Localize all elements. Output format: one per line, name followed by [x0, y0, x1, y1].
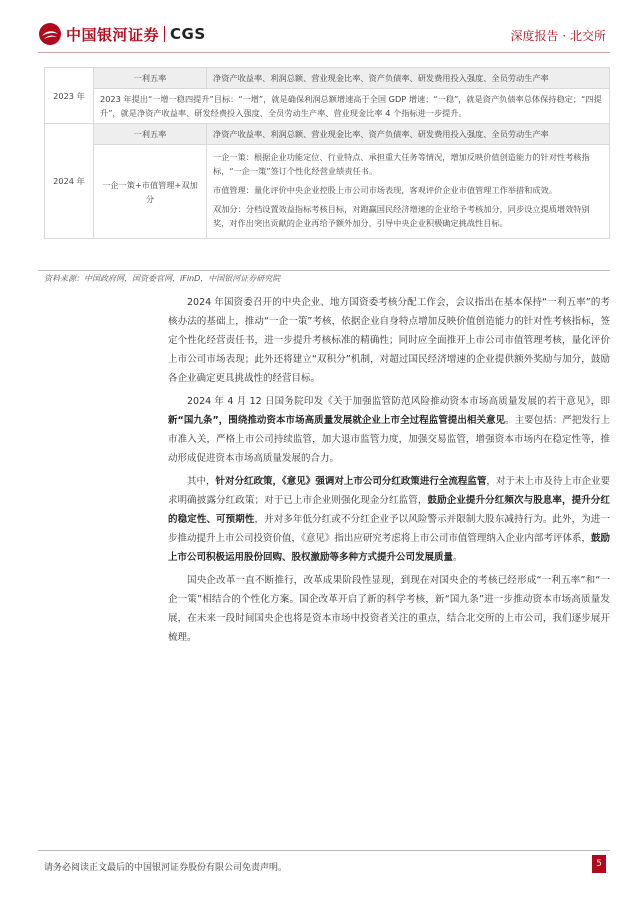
logo-divider: [164, 26, 165, 42]
year-cell: 2024 年: [45, 124, 94, 239]
report-tag: 深度报告 · 北交所: [510, 29, 606, 43]
description-cell: 净资产收益率、利润总额、营业现金比率、资产负债率、研发费用投入强度、全员劳动生产率: [207, 68, 610, 89]
list-item: 双加分：分档设置效益指标考核目标，对跑赢国民经济增速的企业给予考核加分，同步设立提质增效特别奖，对作出突出贡献的企业再给予额外加分，引导中央企业积极确定挑战性目标。: [213, 204, 590, 228]
body-text: [168, 293, 610, 651]
bold-text: 新“国九条”，围绕推动资本市场高质量发展就企业上市全过程监管提出相关意见: [168, 415, 506, 426]
table-row: [45, 68, 610, 89]
logo-text-en: CGS: [170, 25, 206, 43]
header-divider: [38, 52, 610, 53]
assessment-table: [44, 67, 610, 239]
text-run: 2024 年 4 月 12 日国务院印发《关于加强监管防范风险推动资本市场高质量发展的若干意见》，即: [187, 396, 610, 407]
text-run: 。: [453, 552, 463, 563]
description-cell: [207, 145, 610, 239]
description-cell: 净资产收益率、利润总额、营业现金比率、资产负债率、研发费用投入强度、全员劳动生产率: [207, 124, 610, 145]
list-item: 一企一策：根据企业功能定位、行业特点、承担重大任务等情况，增加反映价值创造能力的针对性考核指标，“一企一策”签订个性化经营业绩责任书。: [213, 152, 590, 176]
logo-icon: [38, 22, 62, 46]
table-row: [45, 89, 610, 124]
paragraph: [168, 392, 610, 468]
logo-text-cn: 中国银河证券: [66, 25, 160, 44]
list-item: 市值管理：量化评价中央企业控股上市公司市场表现，客观评价企业市值管理工作举措和成效。: [213, 185, 557, 195]
footer-divider: [38, 850, 610, 851]
bold-text: 针对分红政策，《意见》强调对上市公司分红政策进行全流程监管: [215, 476, 487, 487]
paragraph: 国央企改革一直不断推行，改革成果阶段性显现，到现在对国央企的考核已经形成“一利五率”和“一企一策”相结合的个性化方案。国企改革开启了新的科学考核，新“国九条”进一步推动资本市场高质量发展，在未来一段时间国央企也将是资本市场中投资者关注的重点，结合北交所的上市公司，我们逐步展开梳理。: [168, 575, 610, 643]
company-logo: [38, 22, 206, 46]
paragraph: 2024 年国资委召开的中央企业、地方国资委考核分配工作会，会议指出在基本保持“一利五率”的考核办法的基础上，推动“一企一策”考核，依据企业自身特点增加反映价值创造能力的针对性考核指标，签定个性化经营责任书，进一步提升考核标准的精确性；同时应全面推开上市公司市值管理考核，量化评价上市公司市场表现；此外还将建立“双积分”机制，对超过国民经济增速的企业提供额外奖励与加分，鼓励各企业确定更具挑战性的经营目标。: [168, 297, 610, 384]
category-cell: 一企一策+市值管理+双加分: [94, 145, 207, 239]
bold-text: 鼓励企业提升分红频次与股息率，提升分红的稳定性、可预期性: [168, 495, 610, 525]
footer-disclaimer: 请务必阅读正文最后的中国银河证券股份有限公司免责声明。: [44, 863, 288, 873]
source-note: 资料来源：中国政府网，国资委官网，iFinD，中国银河证券研究院: [44, 274, 281, 283]
description-cell: 2023 年提出“一增一稳四提升”目标：“一增”，就是确保利润总额增速高于全国 GDP 增速；“一稳”，就是资产负债率总体保持稳定；“四提升”，就是净资产收益率、研发经费投入强度、全员劳动生产率、营业现金比率 4 个指标进一步提升。: [94, 89, 610, 124]
year-cell: 2023 年: [45, 68, 94, 124]
table-row: [45, 124, 610, 145]
category-cell: 一利五率: [94, 68, 207, 89]
text-run: 其中，: [187, 476, 216, 487]
bold-text: 鼓励上市公司积极运用股份回购、股权激励等多种方式提升公司发展质量: [168, 533, 610, 563]
category-cell: 一利五率: [94, 124, 207, 145]
page-header: [0, 0, 640, 52]
paragraph: [168, 472, 610, 567]
text-run: 。主要包括：严把发行上市准入关，严格上市公司持续监管，加大退市监管力度，加强交易监管，增强资本市场内在稳定性等，推动形成促进资本市场高质量发展的合力。: [168, 415, 610, 464]
page-number: 5: [592, 855, 606, 873]
text-run: ，并对多年低分红或不分红企业予以风险警示并限制大股东减持行为。此外，为进一步推动提升上市公司投资价值，《意见》指出应研究考虑将上市公司市值管理纳入企业内部考评体系，: [168, 514, 610, 544]
text-run: ，对于未上市及待上市企业要求明确披露分红政策；对于已上市企业则强化现金分红监管，: [168, 476, 610, 506]
source-divider: [38, 270, 610, 271]
table-row: [45, 145, 610, 239]
